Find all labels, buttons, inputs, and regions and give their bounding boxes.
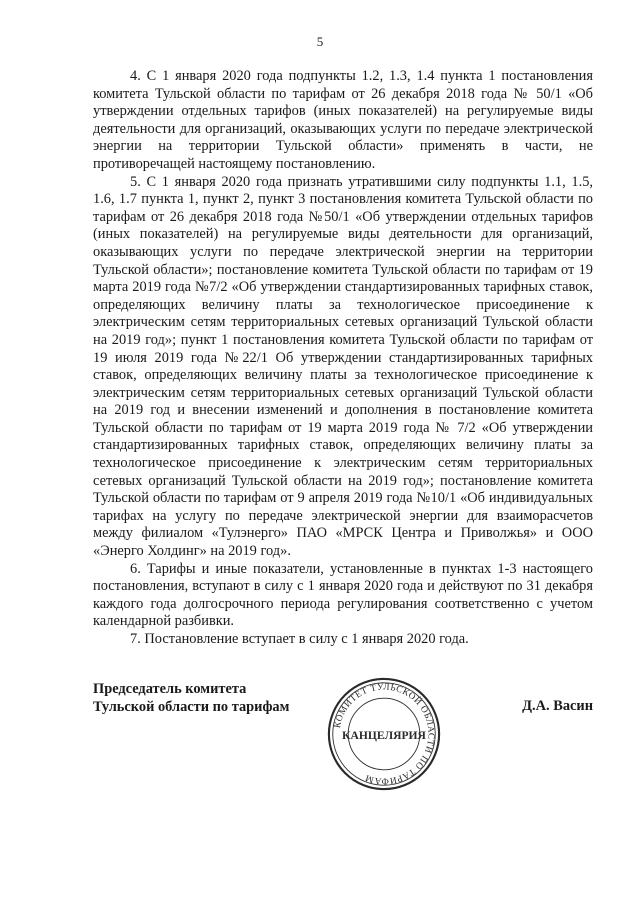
document-body — [93, 68, 593, 649]
signatory-title — [93, 680, 289, 716]
paragraph-7: 7. Постановление вступает в силу с 1 января 2020 года. — [130, 631, 469, 647]
page-number: 5 — [316, 34, 324, 49]
signatory-name: Д.А. Васин — [522, 698, 593, 714]
signature-block — [93, 680, 593, 787]
paragraph-4: 4. С 1 января 2020 года подпункты 1.2, 1.3, 1.4 пункта 1 постановления комитета Тульской области по тарифам от 26 декабря 2018 года № 50/1 «Об утверждении отдельных тарифов (иных показателей) на регулируемые виды деятельности для организаций, оказывающих услуги по передаче электрической энергии на территории Тульской области» применять в части, не противоречащей настоящему постановлению. — [93, 68, 593, 172]
stamp-ring-text: КОМИТЕТ ТУЛЬСКОЙ ОБЛАСТИ ПО ТАРИФАМ — [331, 681, 437, 787]
stamp-seal — [326, 676, 442, 792]
paragraph-6: 6. Тарифы и иные показатели, установленные в пунктах 1-3 настоящего постановления, вступают в силу с 1 января 2020 года и действуют по 31 декабря каждого года долгосрочного периода регулирования соответственно с учетом календарной разбивки. — [93, 560, 593, 630]
paragraph-5: 5. С 1 января 2020 года признать утратившими силу подпункты 1.1, 1.5, 1.6, 1.7 пункта 1, пункт 2, пункт 3 постановления комитета Тульской области по тарифам от 26 декабря 2018 года №50/1 «Об утверждении отдельных тарифов (иных показателей) на регулируемые виды деятельности для организаций, оказывающих услуги по передаче электрической энергии на территории Тульской области»; постановление комитета Тульской области по тарифам от 19 марта 2019 года №7/2 «Об утверждении стандартизированных тарифных ставок, определяющих величину платы за технологическое присоединение к электрическим сетям территориальных сетевых организаций Тульской области на 2019 год»; пункт 1 постановления комитета Тульской области по тарифам от 19 июля 2019 года №22/1 Об утверждении стандартизированных тарифных ставок, определяющих величину платы за технологическое присоединение к электрическим сетям территориальных сетевых организаций Тульской области на 2019 год и внесении изменений и дополнения в постановление комитета Тульской области по тарифам от 19 марта 2019 года № 7/2 «Об утверждении стандартизированных тарифных ставок, определяющих величину платы за технологическое присоединение к электрическим сетям территориальных сетевых организаций Тульской области на 2019 год»; постановление комитета Тульской области по тарифам от 9 апреля 2019 года №10/1 «Об индивидуальных тарифах на услугу по передаче электрической энергии для взаиморасчетов между филиалом «Тулэнерго» ПАО «МРСК Центра и Приволжья» и ООО «Энерго Холдинг» на 2019 год». — [93, 173, 593, 560]
signatory-title-line-1: Председатель комитета — [93, 681, 247, 697]
signatory-title-line-2: Тульской области по тарифам — [93, 699, 290, 715]
stamp-center-text: КАНЦЕЛЯРИЯ — [342, 728, 426, 742]
